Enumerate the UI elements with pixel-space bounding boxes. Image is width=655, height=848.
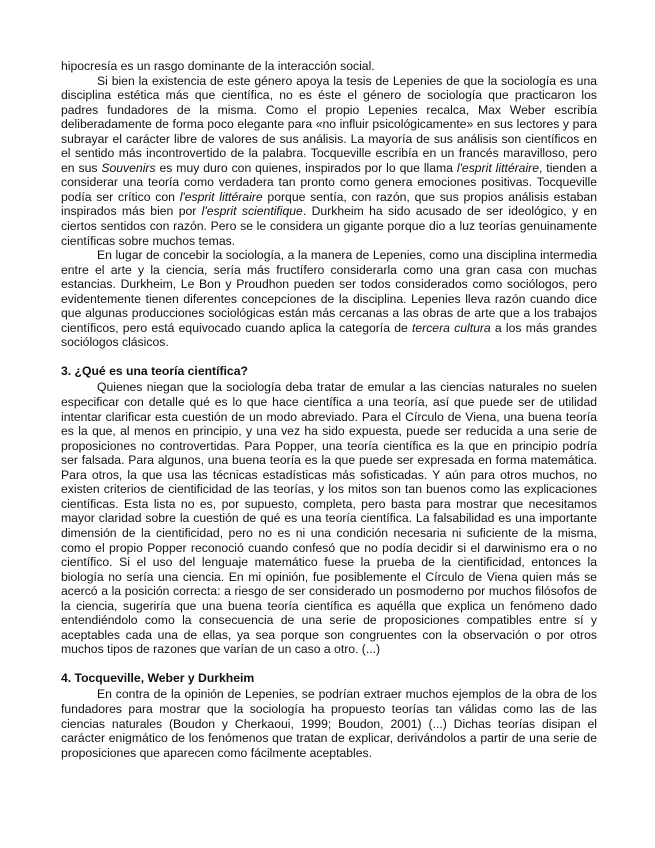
italic-souvenirs: Souvenirs (101, 160, 156, 175)
italic-esprit-scientifique: l'esprit scientifique (201, 204, 303, 219)
paragraph-genre (61, 74, 597, 249)
italic-esprit-litteraire-2: l'esprit littéraire (179, 189, 263, 204)
italic-tercera-cultura: tercera cultura (411, 320, 491, 335)
text-run: , tienden a considerar una teoría como verdadera tan pronto como genera emociones positivas. Tocqueville podía ser crítico con (61, 160, 597, 204)
text-run: . Durkheim ha sido acusado de ser ideológico, y en ciertos sentidos con razón. Pero se le considera un gigante porque dio a luz teorías genuinamente científicas sobre muchos temas. (61, 204, 597, 248)
document-page (61, 59, 597, 760)
section-heading-4: 4. Tocqueville, Weber y Durkheim (61, 670, 255, 685)
text-run: porque sentía, con razón, que sus propios análisis estaban inspirados más bien por (61, 189, 597, 219)
paragraph-house (61, 248, 597, 350)
italic-esprit-litteraire: l'esprit littéraire (456, 160, 539, 175)
text-run: En lugar de concebir la sociología, a la manera de Lepenies, como una disciplina intermedia entre el arte y la ciencia, sería más fructífero considerarla como una gran casa con muchas estancias. Durkheim, Le Bon y Proudhon pueden ser todos considerados como sociólogos, pero evidentemente tienen diferentes concepciones de la disciplina. Lepenies lleva razón cuando dice que algunas producciones sociológicas están más cercanas a las obras de arte que a los trabajos científicos, pero está equivocado cuando aplica la categoría de (61, 248, 597, 335)
paragraph-scientific-theory: Quienes niegan que la sociología deba tratar de emular a las ciencias naturales no suelen especificar con detalle qué es lo que hace científica a una teoría, así que puede ser de utilidad intentar clarificar esta cuestión de un modo abreviado. Para el Círculo de Viena, una buena teoría es la que, al menos en principio, y una vez ha sido expuesta, puede ser reducida a una serie de proposiciones no controvertidas. Para Popper, una teoría científica es la que en principio podría ser falsada. Para algunos, una buena teoría es la que puede ser expresada en forma matemática. Para otros, la que usa las técnicas estadísticas más sofisticadas. Y aún para otros muchos, no existen criterios de cientificidad de las teorías, y los mitos son tan buenos como las explicaciones científicas. Esta lista no es, por supuesto, completa, pero basta para mostrar que necesitamos mayor claridad sobre la cuestión de qué es una teoría científica. La falsabilidad es una importante dimensión de la cientificidad, pero no es ni una condición necesaria ni suficiente de la misma, como el propio Popper reconoció cuando confesó que no podía decidir si el darwinismo era o no científico. Si el uso del lenguaje matemático fuese la prueba de la cientificidad, entonces la biología no sería una ciencia. En mi opinión, fue posiblemente el Círculo de Viena quien más se acercó a la posición correcta: a riesgo de ser considerado un posmoderno por muchos filósofos de la ciencia, sugeriría que una buena teoría científica es aquélla que explica un fenómeno dado entendiéndolo como la consecuencia de una serie de proposiciones compatibles entre sí y aceptables cada una de ellas, ya sea porque son congruentes con la observación o por otros muchos tipos de razones que varían de un caso a otro. (...) (61, 380, 597, 657)
text-run: Si bien la existencia de este género apoya la tesis de Lepenies de que la sociología es una disciplina estética más que científica, no es éste el género de sociología que practicaron los padres fundadores de la misma. Como el propio Lepenies recalca, Max Weber escribía deliberadamente de forma poco elegante para «no influir psicológicamente» en sus lectores y para subrayar el carácter libre de valores de sus análisis. La mayoría de sus análisis son científicos en el sentido más incontrovertido de la palabra. Tocqueville escribía en un francés maravilloso, pero en sus (61, 73, 597, 175)
text-run: es muy duro con quienes, inspirados por lo que llama (155, 160, 457, 175)
text-run: a los más grandes sociólogos clásicos. (61, 320, 597, 350)
paragraph-continuation: hipocresía es un rasgo dominante de la interacción social. (61, 59, 375, 73)
paragraph-founders: En contra de la opinión de Lepenies, se podrían extraer muchos ejemplos de la obra de los fundadores para mostrar que la sociología ha propuesto teorías tan válidas como las de las ciencias naturales (Boudon y Cherkaoui, 1999; Boudon, 2001) (...) Dichas teorías disipan el carácter enigmático de los fenómenos que tratan de explicar, derivándolos a partir de una serie de proposiciones que aparecen como fácilmente aceptables. (61, 687, 597, 760)
section-heading-3: 3. ¿Qué es una teoría científica? (61, 363, 248, 378)
